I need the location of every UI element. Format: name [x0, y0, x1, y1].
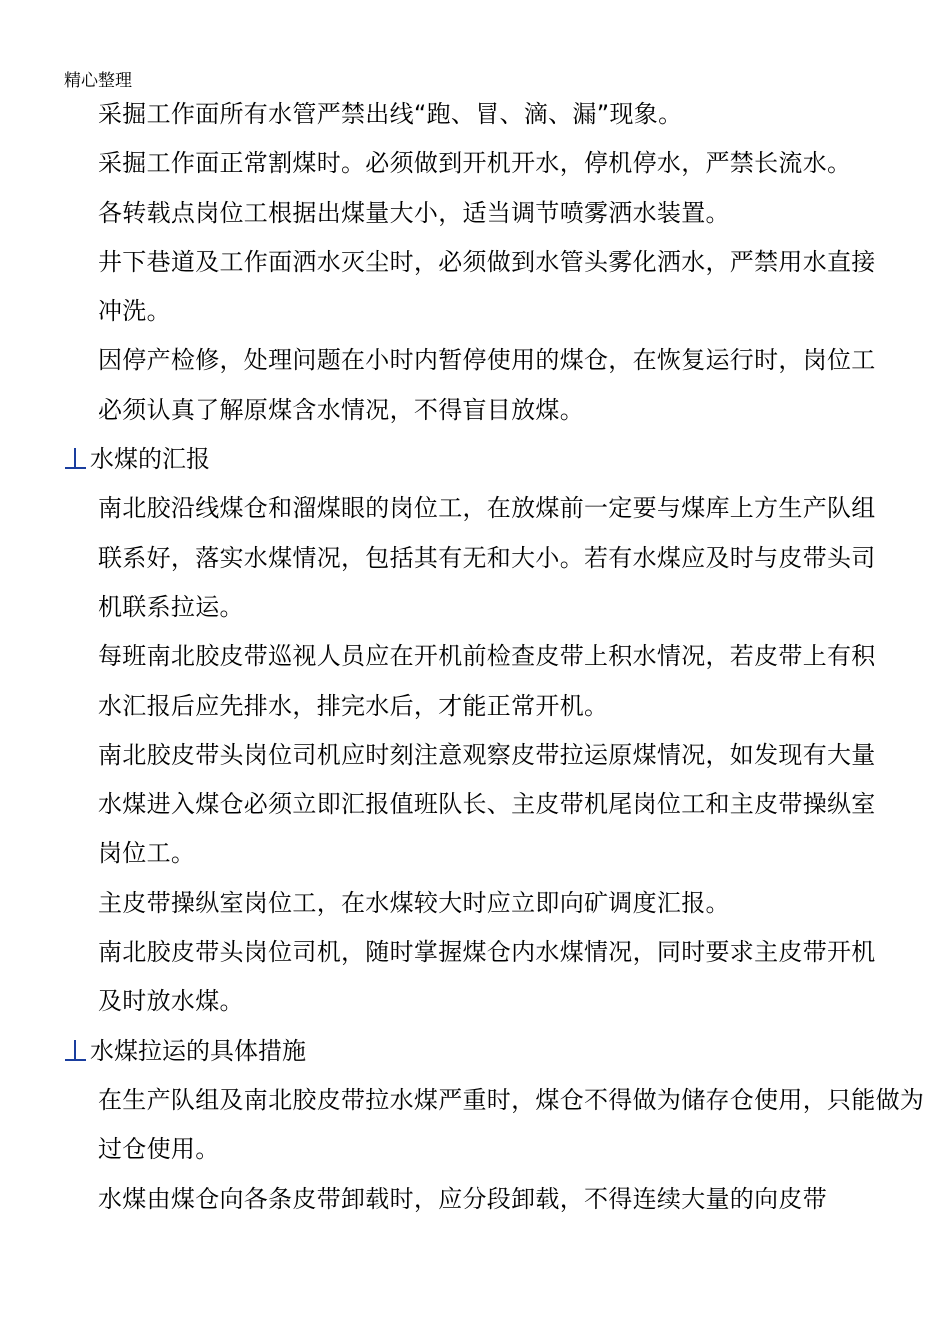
section-heading-label: 水煤的汇报: [90, 445, 210, 474]
document-body: [0, 90, 950, 1224]
section-heading: [0, 435, 950, 484]
section-heading: [0, 1027, 950, 1076]
section-heading-label: 水煤拉运的具体措施: [90, 1036, 306, 1065]
page-header: 精心整理: [64, 71, 132, 91]
paragraph: 采掘工作面所有水管严禁出线“跑、冒、滴、漏”现象。: [98, 100, 683, 128]
paragraph: 南北胶皮带头岗位司机，随时掌握煤仓内水煤情况，同时要求主皮带开机及时放水煤。: [98, 938, 876, 1016]
paragraph: 每班南北胶皮带巡视人员应在开机前检查皮带上积水情况，若皮带上有积水汇报后应先排水，排完水后，才能正常开机。: [98, 642, 876, 720]
heading-marker-icon: [64, 447, 86, 469]
paragraph: 水煤由煤仓向各条皮带卸载时，应分段卸载，不得连续大量的向皮带: [98, 1184, 827, 1213]
paragraph: 在生产队组及南北胶皮带拉水煤严重时，煤仓不得做为储存仓使用，只能做为过仓使用。: [98, 1085, 925, 1164]
paragraph: 采掘工作面正常割煤时。必须做到开机开水，停机停水，严禁长流水。: [98, 149, 852, 178]
paragraph: 各转载点岗位工根据出煤量大小，适当调节喷雾洒水装置。: [98, 198, 730, 227]
heading-marker-icon: [64, 1039, 86, 1061]
paragraph: 南北胶沿线煤仓和溜煤眼的岗位工，在放煤前一定要与煤库上方生产队组联系好，落实水煤情况，包括其有无和大小。若有水煤应及时与皮带头司机联系拉运。: [98, 494, 876, 621]
paragraph: 南北胶皮带头岗位司机应时刻注意观察皮带拉运原煤情况，如发现有大量水煤进入煤仓必须立即汇报值班队长、主皮带机尾岗位工和主皮带操纵室岗位工。: [98, 740, 876, 868]
paragraph: 主皮带操纵室岗位工，在水煤较大时应立即向矿调度汇报。: [98, 888, 730, 917]
paragraph: 井下巷道及工作面洒水灭尘时，必须做到水管头雾化洒水，严禁用水直接冲洗。: [98, 247, 876, 326]
paragraph: 因停产检修，处理问题在小时内暂停使用的煤仓，在恢复运行时，岗位工必须认真了解原煤含水情况，不得盲目放煤。: [98, 346, 876, 424]
